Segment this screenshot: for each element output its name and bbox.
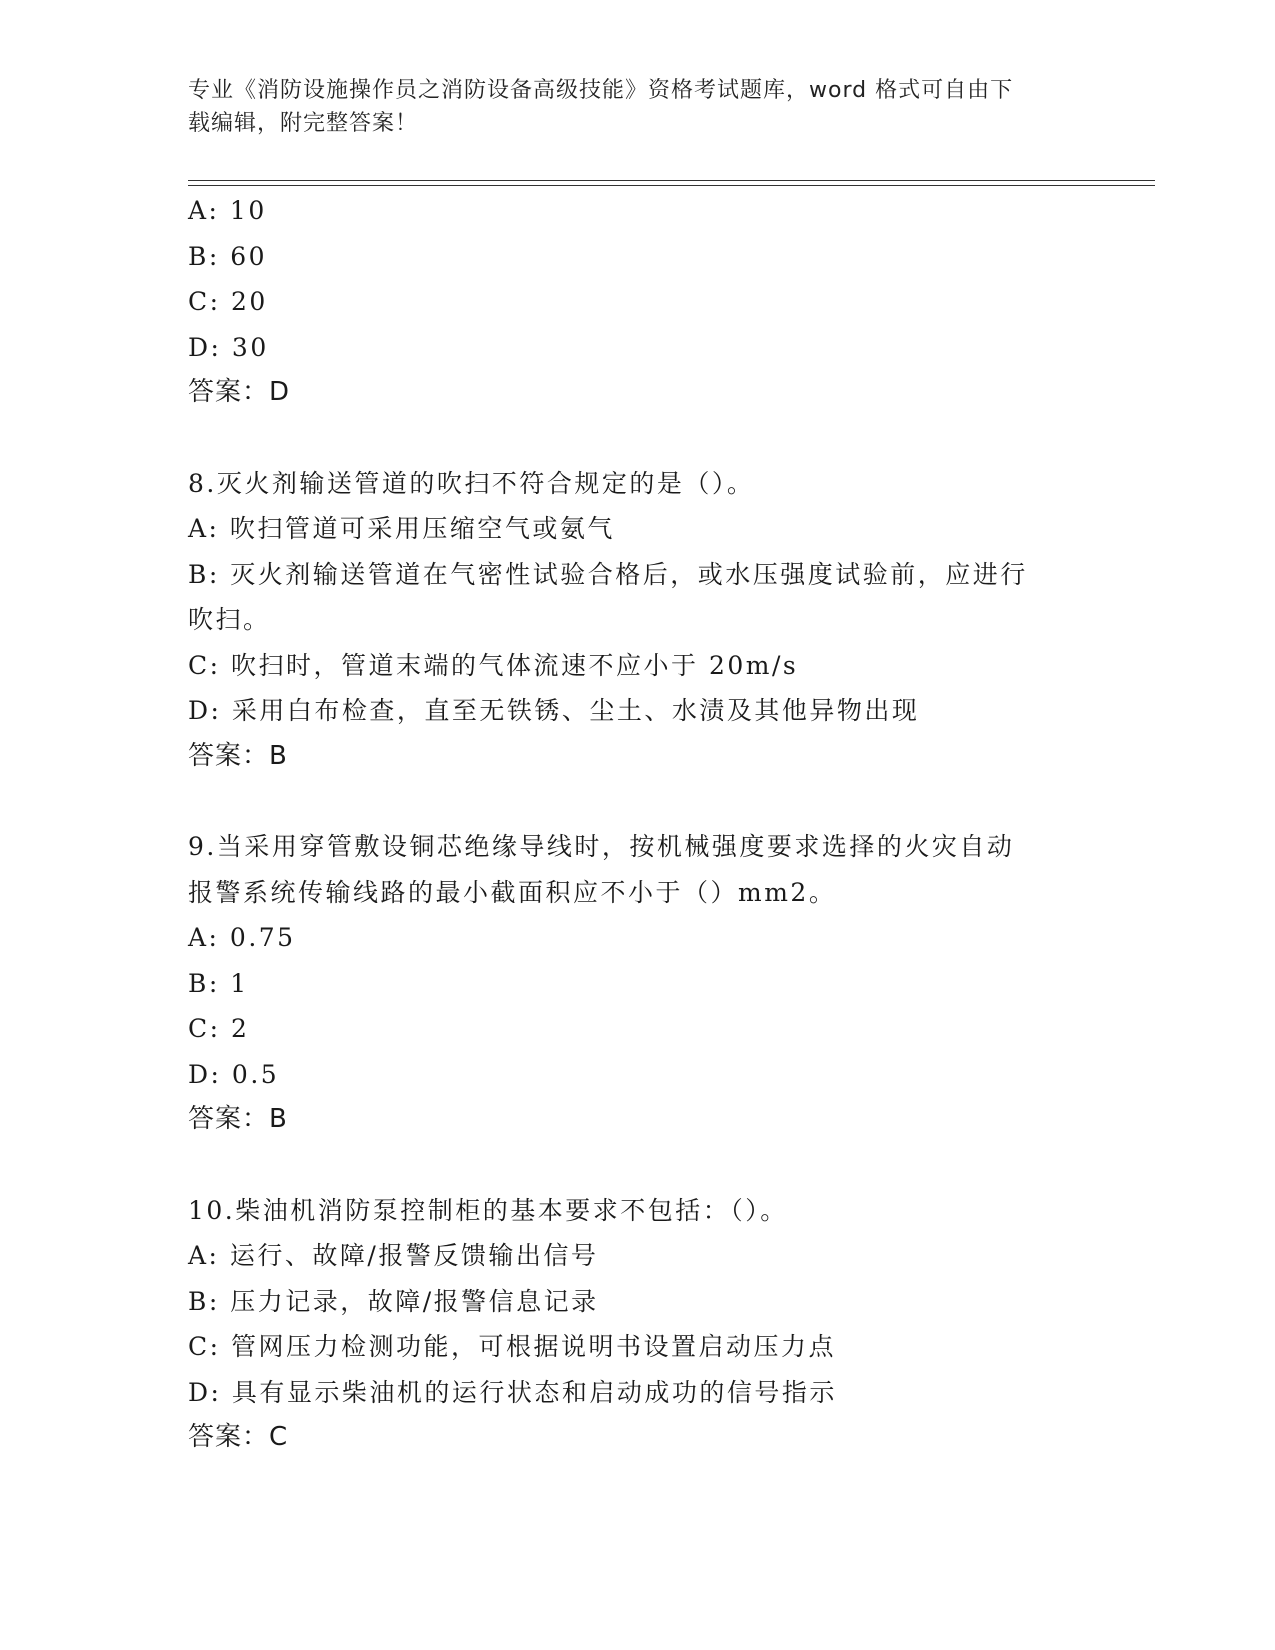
q10-option-c: C: 管网压力检测功能，可根据说明书设置启动压力点 xyxy=(188,1332,837,1361)
header-line-2: 载编辑，附完整答案！ xyxy=(188,111,419,136)
q10-question: 10.柴油机消防泵控制柜的基本要求不包括：（）。 xyxy=(188,1195,788,1225)
q7-option-d: D: 30 xyxy=(188,332,269,362)
q7-answer: 答案：D xyxy=(188,377,291,407)
question-8-block xyxy=(188,461,1088,780)
question-10-block xyxy=(188,1188,1088,1461)
q9-question-line-2: 报警系统传输线路的最小截面积应不小于（）mm2。 xyxy=(188,877,837,907)
spacer xyxy=(188,1143,1088,1188)
q10-option-d: D: 具有显示柴油机的运行状态和启动成功的信号指示 xyxy=(188,1377,837,1407)
q8-option-b-line-2: 吹扫。 xyxy=(188,605,271,634)
document-body xyxy=(188,188,1088,1461)
q10-option-b: B: 压力记录，故障/报警信息记录 xyxy=(188,1286,599,1316)
q8-option-b-line-1: B: 灭火剂输送管道在气密性试验合格后，或水压强度试验前，应进行 xyxy=(188,559,1028,589)
q7-option-a: A: 10 xyxy=(188,196,267,225)
q9-option-d: D: 0.5 xyxy=(188,1059,280,1089)
q10-option-a: A: 运行、故障/报警反馈输出信号 xyxy=(188,1241,599,1270)
question-9-block xyxy=(188,824,1088,1143)
q9-option-c: C: 2 xyxy=(188,1014,250,1043)
q9-answer: 答案：B xyxy=(188,1104,288,1134)
document-header xyxy=(188,74,1088,140)
question-7-block xyxy=(188,188,1088,416)
q8-answer: 答案：B xyxy=(188,740,288,771)
header-line-1: 专业《消防设施操作员之消防设备高级技能》资格考试题库，word 格式可自由下 xyxy=(188,78,1014,103)
q10-answer: 答案：C xyxy=(188,1422,289,1452)
q8-option-d: D: 采用白布检查，直至无铁锈、尘土、水渍及其他异物出现 xyxy=(188,696,920,725)
q7-option-c: C: 20 xyxy=(188,287,268,316)
header-divider-top xyxy=(188,180,1155,181)
q9-option-b: B: 1 xyxy=(188,968,249,998)
q9-option-a: A: 0.75 xyxy=(188,923,296,952)
q8-question: 8.灭火剂输送管道的吹扫不符合规定的是（）。 xyxy=(188,468,755,498)
q7-option-b: B: 60 xyxy=(188,241,268,271)
spacer xyxy=(188,779,1088,824)
q9-question-line-1: 9.当采用穿管敷设铜芯绝缘导线时，按机械强度要求选择的火灾自动 xyxy=(188,832,1015,861)
header-divider-bottom xyxy=(188,185,1155,186)
q8-option-c: C: 吹扫时，管道末端的气体流速不应小于 20m/s xyxy=(188,650,799,680)
q8-option-a: A: 吹扫管道可采用压缩空气或氨气 xyxy=(188,514,615,543)
spacer xyxy=(188,416,1088,461)
